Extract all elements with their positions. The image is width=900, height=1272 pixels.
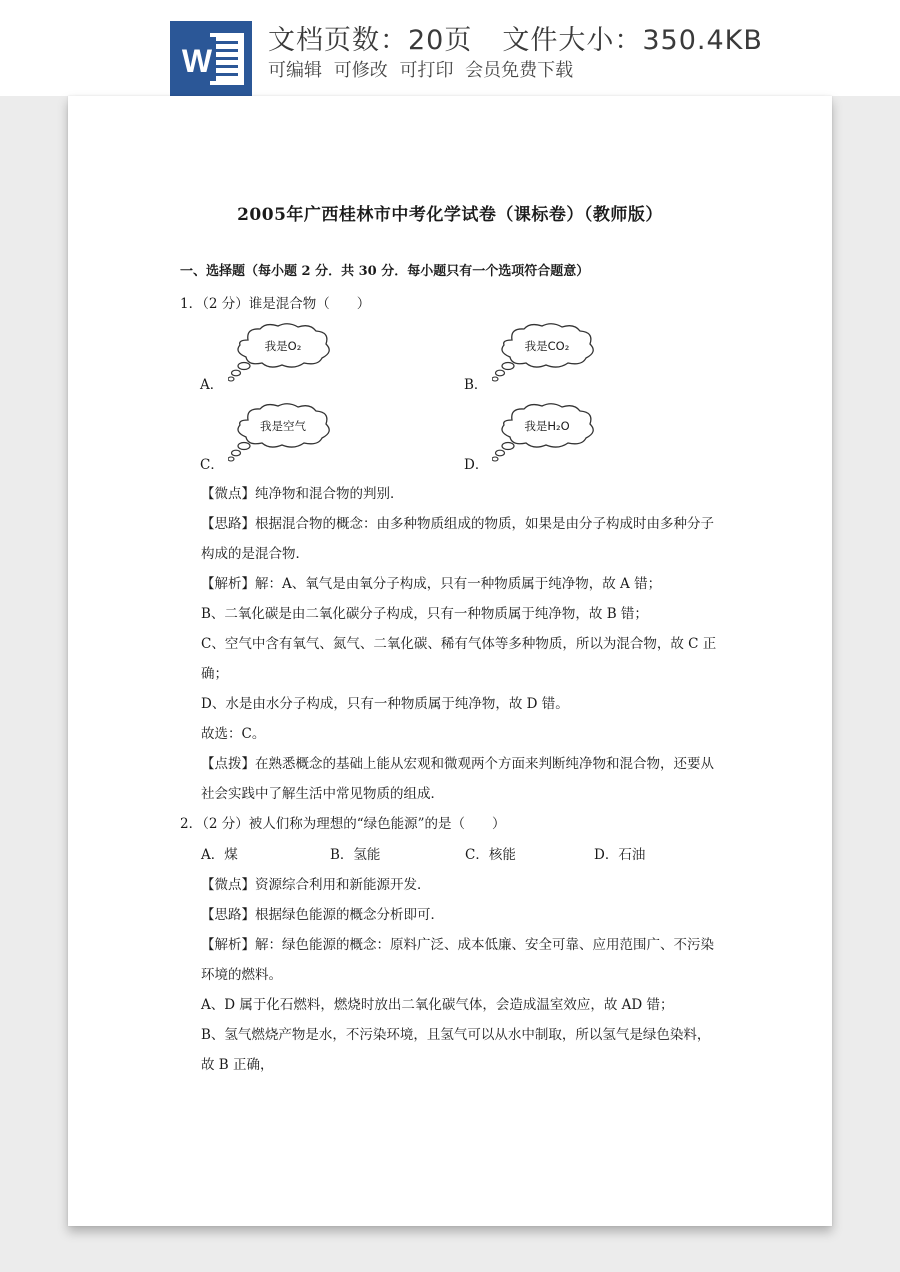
q2-explanation-line: B、氢气燃烧产物是水，不污染环境，且氢气可以从水中制取，所以氢气是绿色染料， xyxy=(201,1027,711,1043)
q2-option: D．石油 xyxy=(594,847,646,863)
question-1-stem: 1．（2 分）谁是混合物（ ） xyxy=(180,296,371,312)
q1-explanation-line: C、空气中含有氧气、氮气、二氧化碳、稀有气体等多种物质，所以为混合物，故 C 正 xyxy=(201,636,717,652)
q1-explanation-line: 【微点】纯净物和混合物的判别． xyxy=(201,486,404,502)
word-icon-letter: W xyxy=(181,43,213,79)
document-page xyxy=(68,96,832,1226)
q1-option-letter: B． xyxy=(464,377,488,393)
q1-option-letter: C． xyxy=(200,457,224,473)
q2-option: B．氢能 xyxy=(330,847,381,863)
bubble-text: 我是O₂ xyxy=(264,339,302,353)
thought-bubble-image xyxy=(492,322,602,382)
q1-explanation-line: 【点拨】在熟悉概念的基础上能从宏观和微观两个方面来判断纯净物和混合物，还要从 xyxy=(201,756,714,772)
q1-explanation-line: 构成的是混合物． xyxy=(201,546,309,562)
bubble-text: 我是CO₂ xyxy=(524,339,570,353)
q2-explanation-line: 环境的燃料。 xyxy=(201,967,282,983)
bubble-text: 我是空气 xyxy=(260,419,306,433)
thought-bubble-image xyxy=(228,402,338,462)
q2-option: A．煤 xyxy=(201,847,238,863)
q1-option-letter: D． xyxy=(464,457,489,473)
bubble-text: 我是H₂O xyxy=(524,419,570,433)
q2-option: C．核能 xyxy=(465,847,516,863)
q2-explanation-line: 【解析】解：绿色能源的概念：原料广泛、成本低廉、安全可靠、应用范围广、不污染 xyxy=(201,937,714,953)
file-size-label: 文件大小：350.4KB xyxy=(502,25,763,56)
file-info xyxy=(268,18,763,57)
q2-explanation-line: 【微点】资源综合利用和新能源开发． xyxy=(201,877,431,893)
page-count-label: 文档页数：20页 xyxy=(268,25,473,56)
word-document-icon xyxy=(170,21,252,96)
feature-list: 可编辑 可修改 可打印 会员免费下载 xyxy=(268,60,574,81)
q1-explanation-line: D、水是由水分子构成，只有一种物质属于纯净物，故 D 错。 xyxy=(201,696,569,712)
q1-explanation-line: 【思路】根据混合物的概念：由多种物质组成的物质，如果是由分子构成时由多种分子 xyxy=(201,516,714,532)
q1-explanation-line: 社会实践中了解生活中常见物质的组成． xyxy=(201,786,444,802)
q1-explanation-line: 【解析】解：A、氧气是由氧分子构成，只有一种物质属于纯净物，故 A 错； xyxy=(201,576,662,592)
document-title: 2005年广西桂林市中考化学试卷（课标卷）（教师版） xyxy=(237,205,663,225)
section-heading: 一、选择题（每小题 2 分．共 30 分．每小题只有一个选项符合题意） xyxy=(180,264,590,279)
q1-explanation-line: B、二氧化碳是由二氧化碳分子构成，只有一种物质属于纯净物，故 B 错； xyxy=(201,606,648,622)
q1-explanation-line: 故选：C。 xyxy=(201,726,266,742)
thought-bubble-image xyxy=(492,402,602,462)
question-2-stem: 2．（2 分）被人们称为理想的“绿色能源”的是（ ） xyxy=(180,816,506,832)
q2-explanation-line: 【思路】根据绿色能源的概念分析即可． xyxy=(201,907,444,923)
thought-bubble-image xyxy=(228,322,338,382)
download-banner xyxy=(0,0,900,96)
q1-option-letter: A． xyxy=(200,377,224,393)
q2-explanation-line: A、D 属于化石燃料，燃烧时放出二氧化碳气体，会造成温室效应，故 AD 错； xyxy=(201,997,674,1013)
q1-explanation-line: 确； xyxy=(201,666,228,682)
q2-explanation-line: 故 B 正确， xyxy=(201,1057,274,1073)
